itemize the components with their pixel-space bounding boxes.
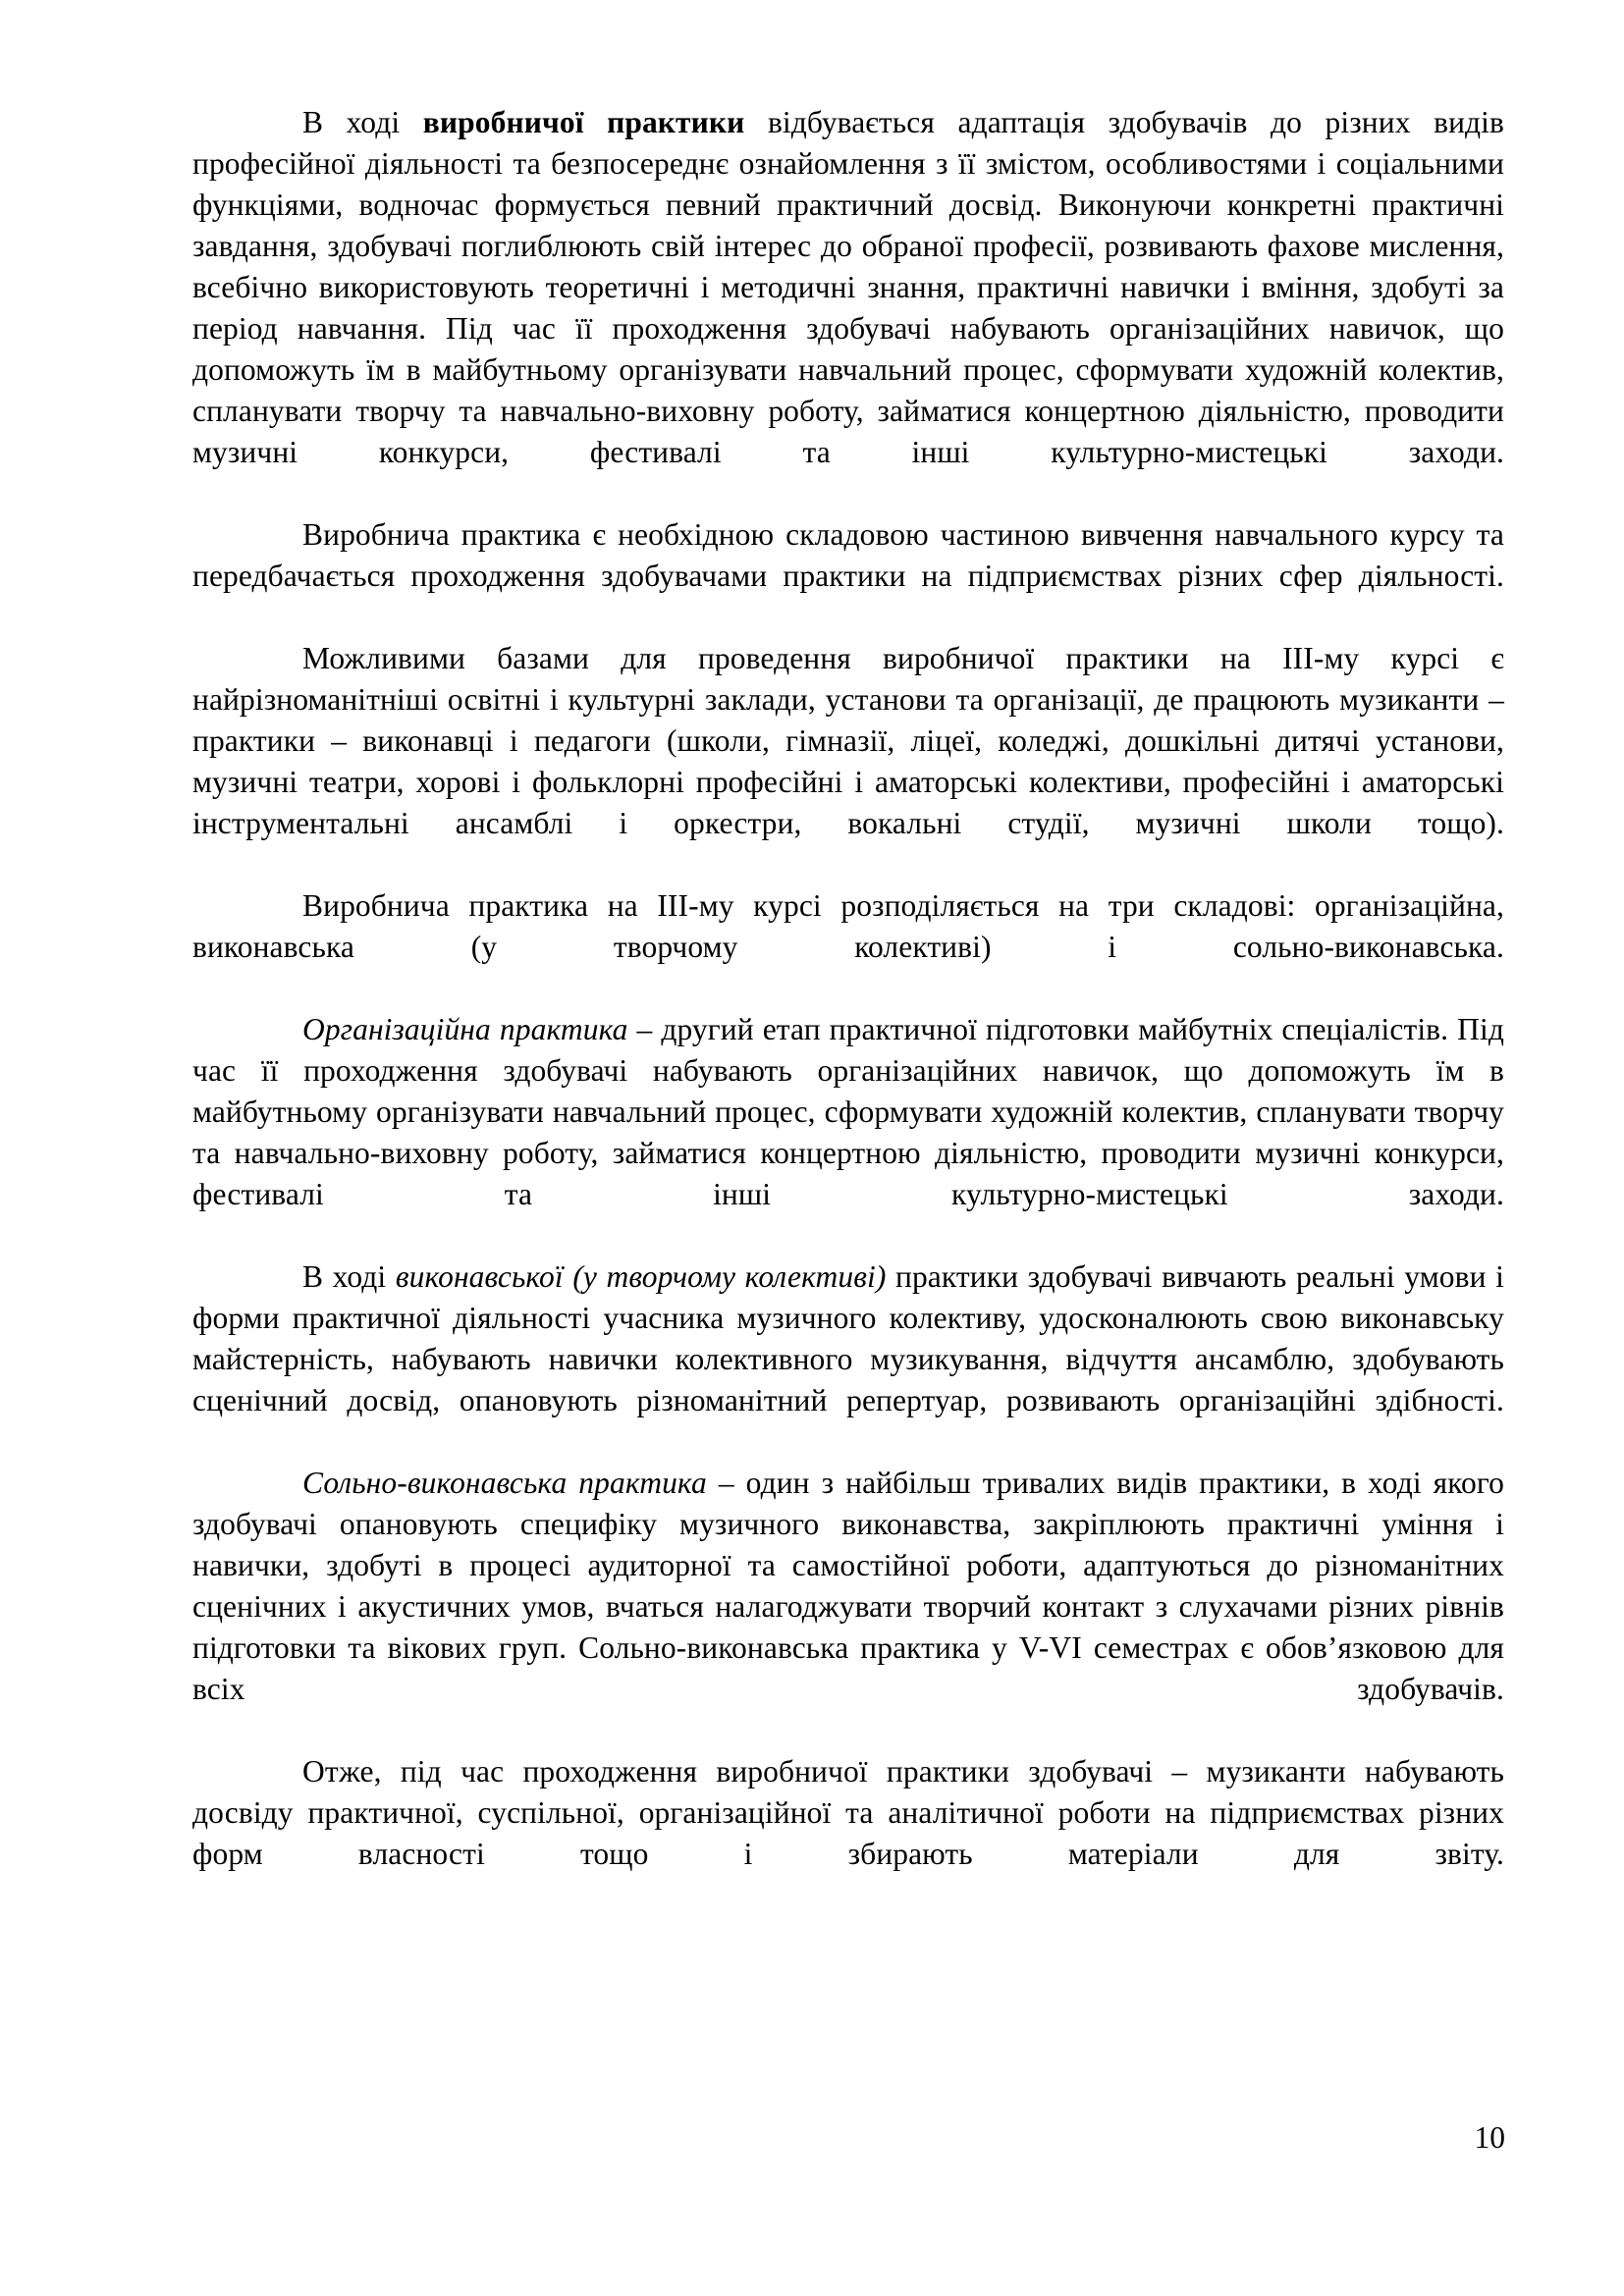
body-text-column — [192, 102, 1504, 1916]
text-run: В ході — [302, 105, 423, 139]
paragraph — [192, 638, 1504, 885]
text-run: Можливими базами для проведення виробничої практики на III-му курсі є найрізноманітніші освітні і культурні заклади, установи та організації, де працюють музиканти – практики – виконавці і педагоги (школи, гімназії, ліцеї, коледжі, дошкільні дитячі установи, музичні театри, хорові і фольклорні професійні і аматорські колективи, професійні і аматорські інструментальні ансамблі і оркестри, вокальні студії, музичні школи тощо). — [192, 641, 1504, 840]
text-run: – один з найбільш тривалих видів практики, в ході якого здобувачі опановують специфіку музичного виконавства, закріплюють практичні уміння і навички, здобуті в процесі аудиторної та самостійної роботи, адаптуються до різноманітних сценічних і акустичних умов, вчаться налагоджувати творчий контакт з слухачами різних рівнів підготовки та вікових груп. Сольно-виконавська практика у V-VI семестрах є обов’язковою для всіх здобувачів. — [192, 1466, 1504, 1706]
text-run: – другий етап практичної підготовки майбутніх спеціалістів. Під час її проходження здобувачі набувають організаційних навичок, що допоможуть їм в майбутньому організувати навчальний процес, сформувати художній колектив, спланувати творчу та навчально-виховну роботу, займатися концертною діяльністю, проводити музичні конкурси, фестивалі та інші культурно-мистецькі заходи. — [192, 1012, 1504, 1211]
text-run: Отже, під час проходження виробничої практики здобувачі – музиканти набувають досвіду практичної, суспільної, організаційної та аналітичної роботи на підприємствах різних форм власності тощо і збирають матеріали для звіту. — [192, 1754, 1504, 1871]
paragraph — [192, 1256, 1504, 1463]
emphasis-italic: Організаційна практика — [302, 1012, 628, 1046]
paragraph — [192, 1463, 1504, 1751]
paragraph — [192, 885, 1504, 1009]
text-run: Виробнича практика є необхідною складовою частиною вивчення навчального курсу та передбачається проходження здобувачами практики на підприємствах різних сфер діяльності. — [192, 517, 1504, 593]
paragraph — [192, 1009, 1504, 1256]
page-number: 10 — [1474, 2120, 1505, 2155]
emphasis-italic: Сольно-виконавська практика — [302, 1466, 707, 1500]
text-run: практики здобувачі вивчають реальні умови і форми практичної діяльності учасника музичного колективу, удосконалюють свою виконавську майстерність, набувають навички колективного музикування, відчуття ансамблю, здобувають сценічний досвід, опановують різноманітний репертуар, розвивають організаційні здібності. — [192, 1259, 1504, 1417]
text-run: В ході — [302, 1259, 396, 1294]
paragraph — [192, 102, 1504, 514]
emphasis-italic: виконавської (у творчому колективі) — [395, 1259, 887, 1294]
text-run: Виробнича практика на III-му курсі розподіляється на три складові: організаційна, виконавська (у творчому колективі) і сольно-виконавська. — [192, 888, 1504, 964]
paragraph — [192, 514, 1504, 638]
emphasis-bold: виробничої практики — [422, 105, 745, 139]
text-run: відбувається адаптація здобувачів до різних видів професійної діяльності та безпосереднє ознайомлення з її змістом, особливостями і соціальними функціями, водночас формується певний практичний досвід. Виконуючи конкретні практичні завдання, здобувачі поглиблюють свій інтерес до обраної професії, розвивають фахове мислення, всебічно використовують теоретичні і методичні знання, практичні навички і вміння, здобуті за період навчання. Під час її проходження здобувачі набувають організаційних навичок, що допоможуть їм в майбутньому організувати навчальний процес, сформувати художній колектив, спланувати творчу та навчально-виховну роботу, займатися концертною діяльністю, проводити музичні конкурси, фестивалі та інші культурно-мистецькі заходи. — [192, 105, 1504, 469]
paragraph — [192, 1751, 1504, 1916]
